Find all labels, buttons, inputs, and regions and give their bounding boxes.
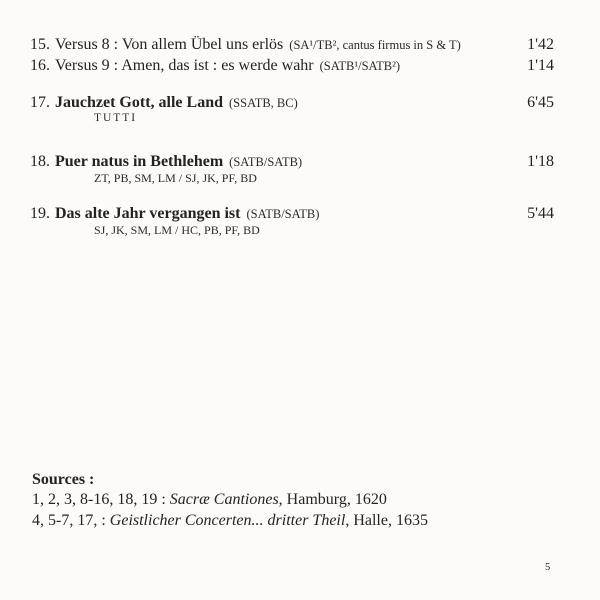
track-row	[30, 57, 554, 75]
track-duration: 6'45	[527, 94, 554, 111]
track-row	[30, 36, 554, 54]
track-scoring: (SATB/SATB)	[246, 207, 320, 221]
track-title: Das alte Jahr vergangen ist	[55, 205, 241, 222]
track-number: 16.	[30, 57, 50, 74]
source-publication-info: , Halle, 1635	[345, 512, 428, 529]
track-number: 18.	[30, 153, 50, 170]
track-duration: 1'42	[527, 36, 554, 53]
track-performers: ZT, PB, SM, LM / SJ, JK, PF, BD	[94, 171, 257, 185]
track-performers: TUTTI	[94, 112, 137, 124]
source-work-title: Geistlicher Concerten... dritter Theil	[109, 512, 346, 529]
track-number: 19.	[30, 205, 50, 222]
track-scoring: (SATB¹/SATB²)	[319, 59, 401, 73]
source-track-numbers: 4, 5-7, 17, :	[32, 512, 110, 529]
sources-heading: Sources :	[32, 471, 95, 488]
track-duration: 1'18	[527, 153, 554, 170]
track-scoring: (SATB/SATB)	[229, 155, 303, 169]
track-entry	[30, 57, 400, 75]
track-row	[30, 205, 554, 223]
track-row	[30, 153, 554, 171]
track-entry	[30, 94, 298, 112]
track-duration: 1'14	[527, 57, 554, 74]
source-track-numbers: 1, 2, 3, 8-16, 18, 19 :	[32, 491, 170, 508]
track-number: 17.	[30, 94, 50, 111]
track-scoring: (SA¹/TB², cantus firmus in S & T)	[289, 38, 461, 52]
track-title: Puer natus in Bethlehem	[55, 153, 224, 170]
track-row	[30, 94, 554, 112]
page-number: 5	[545, 562, 551, 573]
track-duration: 5'44	[527, 205, 554, 222]
track-number: 15.	[30, 36, 50, 53]
track-title: Versus 9 : Amen, das ist : es werde wahr	[55, 57, 314, 74]
track-entry	[30, 205, 319, 223]
track-title: Versus 8 : Von allem Übel uns erlös	[55, 36, 284, 53]
source-entry	[32, 491, 387, 509]
track-performers: SJ, JK, SM, LM / HC, PB, PF, BD	[94, 223, 260, 237]
track-title: Jauchzet Gott, alle Land	[55, 94, 223, 111]
track-entry	[30, 36, 461, 54]
source-publication-info: , Hamburg, 1620	[278, 491, 387, 508]
track-scoring: (SSATB, BC)	[229, 96, 298, 110]
track-entry	[30, 153, 302, 171]
source-work-title: Sacræ Cantiones	[169, 491, 279, 508]
source-entry	[32, 512, 428, 530]
